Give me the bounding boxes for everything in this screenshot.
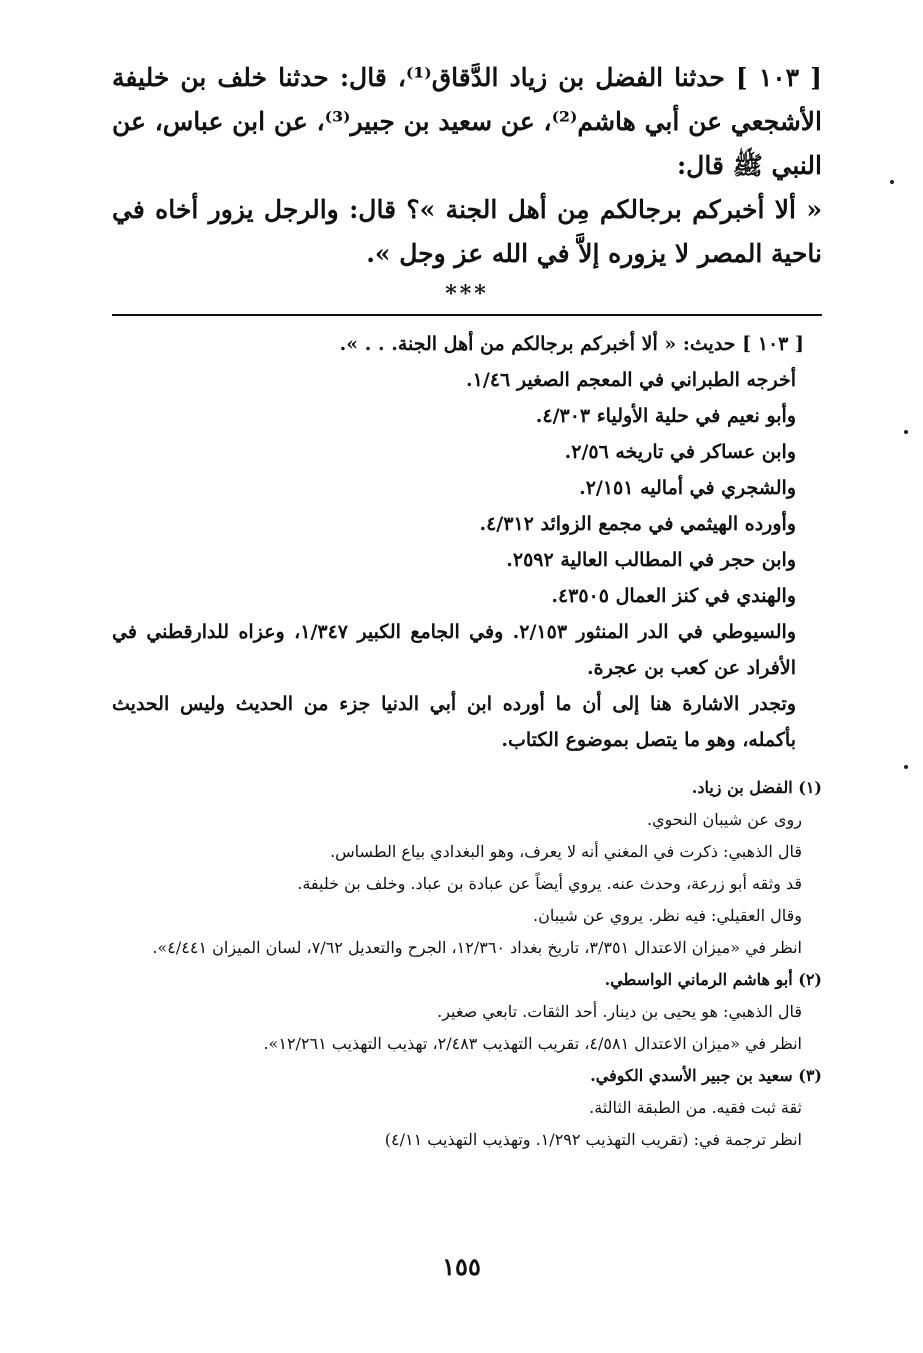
section-separator: *** [445, 281, 489, 307]
footnote-line: انظر ترجمة في: (تقريب التهذيب ١/٢٩٢. وتهذيب التهذيب ٤/١١) [384, 1130, 802, 1149]
footnote-line: روى عن شيبان النحوي. [647, 810, 802, 829]
takhrij-line: وابن حجر في المطالب العالية ٢٥٩٢. [506, 549, 796, 571]
footnote-1-heading: (١) الفضل بن زياد. [691, 778, 822, 797]
hadith-matn: « ألا أخبركم برجالكم مِن أهل الجنة »؟ قال: والرجل يزور أخاه في ناحية المصر لا يزوره إلاَّ في الله عز وجل ». [112, 195, 822, 268]
takhrij-line: والهندي في كنز العمال ٤٣٥٠٥. [551, 585, 796, 607]
takhrij-note: وتجدر الاشارة هنا إلى أن ما أورده ابن أبي الدنيا جزء من الحديث وليس الحديث بأكمله، وهو ما يتصل بموضوع الكتاب. [112, 693, 796, 751]
footnote-line: وقال العقيلي: فيه نظر. يروي عن شيبان. [533, 906, 802, 925]
footnote-line: ثقة ثبت فقيه. من الطبقة الثالثة. [589, 1098, 802, 1117]
hadith-text [112, 56, 822, 310]
book-page [112, 56, 822, 1296]
hadith-isnad: [ ١٠٣ ] حدثنا الفضل بن زياد الدَّقاق⁽¹⁾، قال: حدثنا خلف بن خليفة الأشجعي عن أبي هاشم⁽²⁾، عن سعيد بن جبير⁽³⁾، عن ابن عباس، عن النبي ﷺ قال: [112, 63, 822, 180]
takhrij-line: أخرجه الطبراني في المعجم الصغير ١/٤٦. [466, 369, 796, 391]
takhrij-title: [ ١٠٣ ] حديث: « ألا أخبركم برجالكم من أهل الجنة. . . ». [339, 333, 804, 355]
takhrij-line: وأبو نعيم في حلية الأولياء ٤/٣٠٣. [535, 405, 796, 427]
takhrij-line: وابن عساكر في تاريخه ٢/٥٦. [564, 441, 796, 463]
footnote-line: قد وثقه أبو زرعة، وحدث عنه. يروي أيضاً عن عبادة بن عباد. وخلف بن خليفة. [297, 874, 802, 893]
scan-speck [904, 430, 908, 434]
takhrij-line: والشجري في أماليه ٢/١٥١. [579, 477, 796, 499]
footnote-divider [112, 314, 822, 316]
scan-speck [890, 180, 894, 184]
footnote-line: قال الذهبي: ذكرت في المغني أنه لا يعرف، وهو البغدادي بياع الطساس. [330, 842, 802, 861]
footnotes [112, 772, 822, 1156]
footnote-2-heading: (٢) أبو هاشم الرماني الواسطي. [604, 970, 822, 989]
footnote-line: انظر في «ميزان الاعتدال ٤/٥٨١، تقريب التهذيب ٢/٤٨٣، تهذيب التهذيب ١٢/٢٦١». [263, 1034, 802, 1053]
takhrij-line: والسيوطي في الدر المنثور ٢/١٥٣. وفي الجامع الكبير ١/٣٤٧، وعزاه للدارقطني في الأفراد عن كعب بن عجرة. [112, 621, 796, 679]
footnote-line: انظر في «ميزان الاعتدال ٣/٣٥١، تاريخ بغداد ١٢/٣٦٠، الجرح والتعديل ٧/٦٢، لسان الميزان ٤/٤٤١». [152, 938, 802, 957]
footnote-line: قال الذهبي: هو يحيى بن دينار. أحد الثقات. تابعي صغير. [437, 1002, 802, 1021]
takhrij-line: وأورده الهيثمي في مجمع الزوائد ٤/٣١٢. [479, 513, 796, 535]
takhrij-section [112, 326, 822, 758]
page-number: ١٥٥ [442, 1252, 481, 1281]
scan-speck [904, 765, 908, 769]
footnote-3-heading: (٣) سعيد بن جبير الأسدي الكوفي. [590, 1066, 822, 1085]
